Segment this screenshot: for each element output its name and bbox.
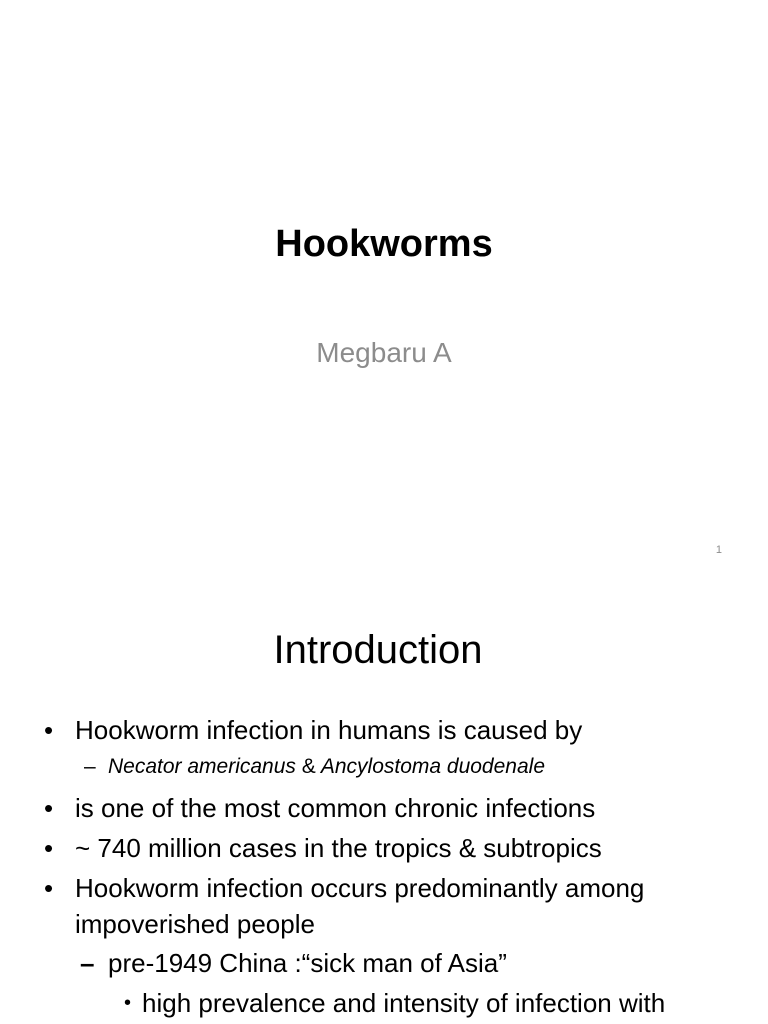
list-item bbox=[0, 712, 725, 748]
list-item-text: is one of the most common chronic infections bbox=[75, 793, 596, 823]
page-number: 1 bbox=[715, 544, 722, 556]
bullet-icon: • bbox=[44, 715, 54, 745]
list-item bbox=[0, 790, 725, 826]
list-item bbox=[0, 984, 768, 1022]
list-item-text: ~ 740 million cases in the tropics & subtropics bbox=[75, 833, 602, 863]
bullet-list bbox=[0, 712, 768, 1022]
dash-icon: – bbox=[80, 948, 95, 978]
list-item-text: high prevalence and intensity of infection with bbox=[142, 988, 666, 1018]
list-item-text: pre-1949 China :“sick man of Asia” bbox=[108, 948, 507, 978]
slide-title: Hookworms bbox=[275, 223, 493, 265]
list-item bbox=[0, 870, 725, 942]
list-item bbox=[0, 830, 725, 866]
slide-title: Introduction bbox=[273, 628, 483, 672]
introduction-slide bbox=[0, 576, 768, 1024]
slide-subtitle: Megbaru A bbox=[316, 337, 452, 368]
bullet-icon: • bbox=[44, 793, 54, 823]
list-item bbox=[0, 748, 768, 786]
species-name: Ancylostoma duodenale bbox=[320, 755, 545, 778]
list-item-text: Hookworm infection in humans is caused by bbox=[75, 715, 583, 745]
bullet-icon: • bbox=[124, 992, 132, 1014]
species-name: Necator americanus bbox=[108, 755, 296, 778]
bullet-icon: • bbox=[44, 873, 54, 903]
dash-icon: – bbox=[84, 755, 96, 778]
list-item bbox=[0, 944, 768, 982]
list-item-joiner: & bbox=[301, 755, 316, 778]
bullet-icon: • bbox=[44, 833, 54, 863]
list-item-text: Hookworm infection occurs predominantly among impoverished people bbox=[75, 873, 645, 939]
